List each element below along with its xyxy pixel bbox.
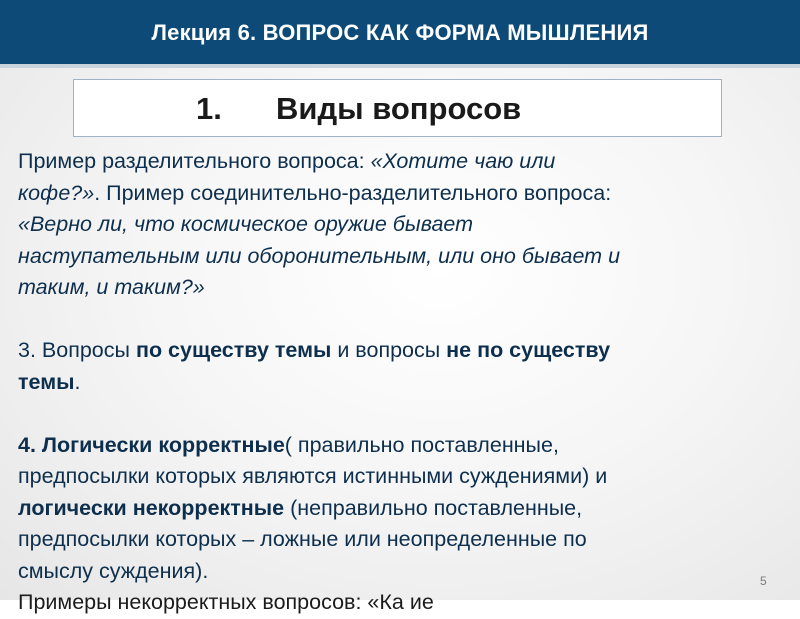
paragraph-line: предпосылки которых – ложные или неопределенные по [18,527,587,551]
paragraph-line: таким, и таким?» [18,275,205,299]
text-span: (неправильно поставленные, [284,495,583,520]
text-span: 3. [18,338,36,362]
paragraph-line: предпосылки которых являются истинными суждениями) и [18,464,608,488]
bold-term: не по существу [446,338,611,362]
bold-term: по существу темы [135,338,332,362]
paragraph-line [18,430,784,462]
paragraph-line [18,335,784,367]
paragraph-line [18,178,784,210]
slide-title: Лекция 6. ВОПРОС КАК ФОРМА МЫШЛЕНИЯ [151,20,649,45]
slide-body [18,146,784,619]
paragraph-line: наступательным или оборонительным, или оно бывает и [18,243,621,268]
paragraph-line: «Верно ли, что космическое оружие бывает [18,212,474,236]
spacer [18,304,784,336]
text-span: ( правильно поставленные, [284,432,559,457]
header-divider [0,64,800,68]
bold-term: логически некорректные [18,495,285,520]
text-span: и вопросы [331,338,447,362]
section-heading: Виды вопросов [276,91,522,126]
italic-quote: кофе?» [18,180,95,205]
section-number: 1. [196,91,222,126]
section-heading-box [73,79,722,137]
text-span: . Пример соединительно-разделительного вопроса: [94,180,612,205]
paragraph-line [18,367,784,399]
bold-term: 4. Логически корректные [18,432,285,457]
paragraph-line-cut-off: Примеры некорректных вопросов: «Ка ие [18,590,434,614]
page-number: 5 [760,574,767,588]
paragraph-line: смыслу суждения). [18,558,209,583]
bold-term: темы [18,369,75,394]
text-span: Пример разделительного вопроса: [18,149,371,173]
paragraph-line [18,493,784,525]
text-span: Вопросы [35,338,136,362]
italic-quote: «Хотите чаю или [370,149,556,173]
paragraph-line [18,146,784,178]
text-span: . [74,369,81,394]
spacer [18,398,784,430]
